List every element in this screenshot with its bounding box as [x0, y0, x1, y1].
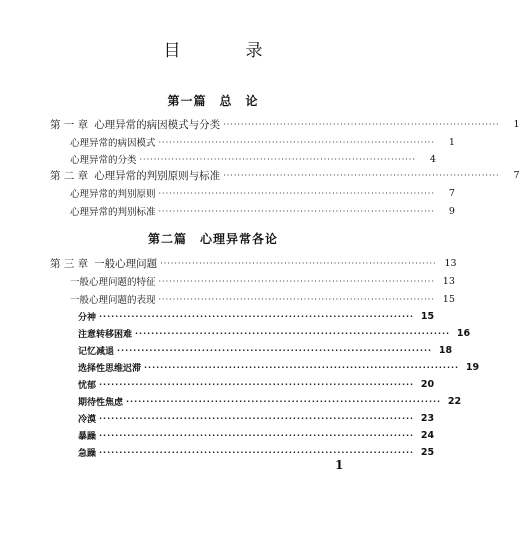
- entry-title: 冷漠: [78, 414, 97, 425]
- toc-entry: [70, 274, 455, 288]
- entry-title: 一般心理问题的特征: [70, 277, 156, 288]
- entry-title: 心理异常的病因模式: [70, 138, 156, 149]
- leader-dots: ··············································································: [144, 362, 460, 372]
- toc-entry-ch3: [50, 256, 457, 270]
- chapter-number: 第 一 章: [50, 118, 89, 131]
- entry-page: 1: [513, 118, 520, 130]
- leader-dots: ··············································································: [158, 294, 435, 304]
- toc-entry: [70, 135, 455, 149]
- entry-page: 25: [420, 446, 435, 458]
- page-number: 1: [335, 458, 344, 472]
- toc-entry: [78, 360, 480, 374]
- toc-entry: [78, 377, 435, 391]
- entry-title: 心理异常的分类: [70, 155, 137, 166]
- entry-page: 1: [448, 136, 455, 148]
- toc-entry: [78, 411, 435, 425]
- leader-dots: ··············································································: [99, 379, 415, 389]
- entry-page: 20: [420, 378, 435, 390]
- entry-title: 注意转移困难: [78, 329, 133, 340]
- leader-dots: ··············································································: [126, 396, 442, 406]
- chapter-number: 第 三 章: [50, 257, 89, 270]
- leader-dots: ··············································································: [223, 119, 500, 129]
- entry-title: 分神: [78, 312, 97, 323]
- toc-entry: [78, 343, 453, 357]
- chapter-number: 第 二 章: [50, 169, 89, 182]
- entry-page: 15: [420, 310, 435, 322]
- leader-dots: ··············································································: [99, 413, 415, 423]
- entry-page: 24: [420, 429, 435, 441]
- part2-heading: 第二篇 心理异常各论: [147, 232, 278, 246]
- toc-entry: [78, 309, 435, 323]
- toc-entry: [70, 152, 436, 166]
- entry-title: 记忆减退: [78, 346, 115, 357]
- entry-page: 13: [442, 275, 455, 287]
- entry-title: 选择性思维迟滞: [78, 363, 142, 374]
- leader-dots: ··············································································: [99, 430, 415, 440]
- entry-title: 暴躁: [78, 431, 97, 442]
- leader-dots: ··············································································: [158, 137, 435, 147]
- entry-page: 19: [465, 361, 480, 373]
- toc-entry: [78, 326, 471, 340]
- entry-page: 18: [438, 344, 453, 356]
- leader-dots: ··············································································: [158, 276, 435, 286]
- toc-entry: [70, 186, 455, 200]
- leader-dots: ··············································································: [139, 154, 416, 164]
- entry-title: 心理异常的病因模式与分类: [94, 118, 221, 131]
- entry-page: 7: [513, 169, 520, 181]
- entry-page: 15: [442, 293, 455, 305]
- leader-dots: ··············································································: [223, 170, 500, 180]
- toc-entry: [70, 292, 455, 306]
- entry-title: 忧郁: [78, 380, 97, 391]
- toc-entry: [78, 394, 462, 408]
- leader-dots: ··············································································: [117, 345, 433, 355]
- entry-title: 心理异常的判别原则: [70, 189, 156, 200]
- leader-dots: ··············································································: [99, 311, 415, 321]
- entry-title: 心理异常的判别原则与标准: [94, 169, 221, 182]
- entry-page: 4: [429, 153, 436, 165]
- entry-page: 7: [448, 187, 455, 199]
- leader-dots: ··············································································: [160, 258, 437, 268]
- entry-title: 急躁: [78, 448, 97, 459]
- toc-entry: [70, 204, 455, 218]
- entry-title: 一般心理问题的表现: [70, 295, 156, 306]
- page-title: 目 录: [163, 41, 287, 61]
- toc-entry: [78, 445, 435, 459]
- toc-entry: [78, 428, 435, 442]
- entry-title: 一般心理问题: [94, 257, 158, 270]
- leader-dots: ··············································································: [158, 188, 435, 198]
- leader-dots: ··············································································: [135, 328, 451, 338]
- entry-title: 心理异常的判别标准: [70, 207, 156, 218]
- entry-title: 期待性焦虑: [78, 397, 124, 408]
- leader-dots: ··············································································: [158, 206, 435, 216]
- leader-dots: ··············································································: [99, 447, 415, 457]
- entry-page: 22: [447, 395, 462, 407]
- toc-entry-ch2: [50, 168, 520, 182]
- entry-page: 16: [456, 327, 471, 339]
- entry-page: 9: [448, 205, 455, 217]
- entry-page: 13: [444, 257, 457, 269]
- toc-entry-ch1: [50, 117, 520, 131]
- entry-page: 23: [420, 412, 435, 424]
- part1-heading: 第一篇 总 论: [167, 94, 259, 108]
